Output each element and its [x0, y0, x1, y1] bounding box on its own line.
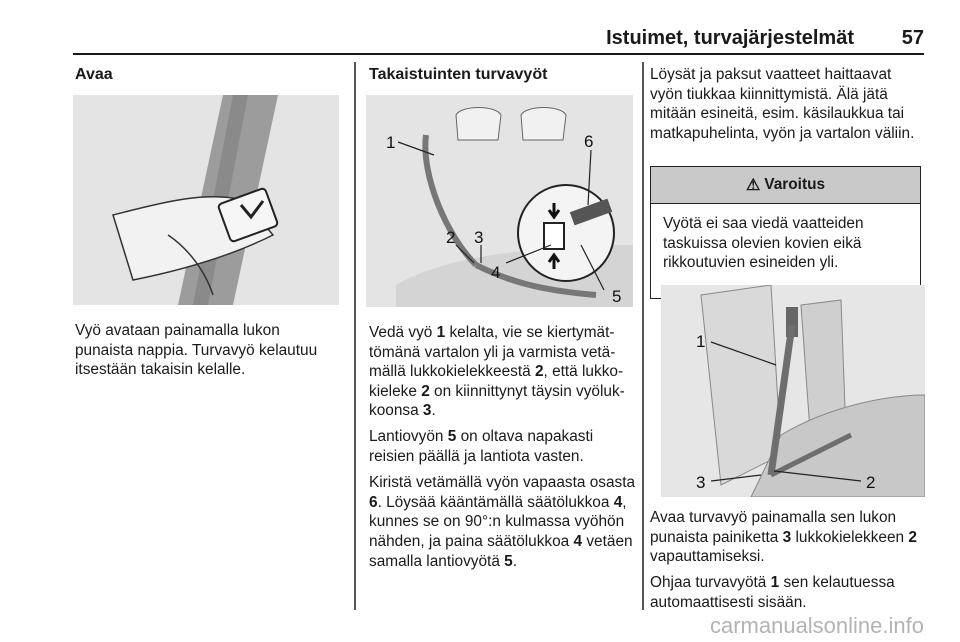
paragraph-lap-belt: Lantiovyön 5 on oltava napakasti reisien päällä ja lantiota vasten. [369, 428, 594, 466]
figure-label-2: 2 [446, 228, 456, 247]
column-2 [369, 65, 634, 85]
figure-label-3: 3 [474, 228, 484, 247]
figure-unbuckle [73, 95, 339, 305]
column-3-text [650, 508, 924, 619]
figure-label-6: 6 [584, 132, 594, 151]
column-1 [75, 65, 345, 85]
figure-label-1: 1 [386, 133, 396, 152]
figure-label-4: 4 [491, 263, 501, 282]
paragraph-tighten: Kiristä vetämällä vyön vapaasta osasta 6. Löysää kääntämällä säätölukkoa 4, kunnes se on 90°:n kulmassa vyöhön nähden, ja paina säätölukkoa 4 vetäen samalla lantiovyötä 5. [369, 474, 636, 570]
unbuckle-illustration [73, 95, 339, 305]
paragraph-clothing: Löysät ja paksut vaatteet haittaavat vyön tiukkaa kiinnittymistä. Älä jätä mitään esineitä, esim. käsilaukkua tai matkapuhelinta, vyön ja vartalon väliin. [650, 66, 915, 142]
figure-middle-seatbelt [661, 285, 925, 497]
middle-seatbelt-illustration [661, 285, 925, 497]
paragraph-unbuckle: Vyö avataan painamalla lukon punaista nappia. Turvavyö kelautuu itsestään takaisin kelalle. [75, 322, 318, 379]
warning-text: Vyötä ei saa viedä vaatteiden taskuissa olevien kovien eikä rikkoutuvien esineiden yli. [663, 215, 864, 272]
figure-label-5: 5 [612, 287, 622, 306]
section-heading-rear-belts: Takaistuinten turvavyöt [369, 66, 548, 83]
paragraph-pull-belt: Vedä vyö 1 kelalta, vie se kiertymättömänä vartalon yli ja varmista vetämällä lukkokielekkeestä 2, että lukkokieleke 2 on kiinnittynyt täysin vyölukkoonsa 3. [369, 324, 625, 420]
figure2-label-3: 3 [696, 473, 706, 492]
warning-title: Varoitus [764, 176, 826, 193]
column-divider-2 [642, 62, 644, 610]
paragraph-unbuckle-middle: Avaa turvavyö painamalla sen lukon punaista painiketta 3 lukkokielekkeen 2 vapauttamiseksi. [650, 509, 917, 566]
column-1-text [75, 321, 340, 386]
rear-seatbelt-illustration [366, 95, 633, 307]
figure2-label-1: 1 [696, 332, 706, 351]
page-header-title: Istuimet, turvajärjestelmät [606, 27, 854, 49]
figure2-label-2: 2 [866, 473, 876, 492]
watermark: carmanualsonline.info [709, 613, 924, 638]
section-heading-avaa: Avaa [75, 66, 113, 83]
header-rule [73, 53, 924, 55]
column-2-text [369, 323, 637, 578]
page-number: 57 [901, 27, 924, 49]
column-3-intro [650, 65, 924, 150]
warning-icon: ⚠ [745, 177, 761, 194]
warning-box [650, 166, 921, 299]
warning-header [651, 167, 920, 204]
paragraph-guide-belt: Ohjaa turvavyötä 1 sen kelautuessa automaattisesti sisään. [650, 574, 895, 611]
column-divider-1 [354, 62, 356, 610]
figure-rear-seatbelt [366, 95, 633, 307]
